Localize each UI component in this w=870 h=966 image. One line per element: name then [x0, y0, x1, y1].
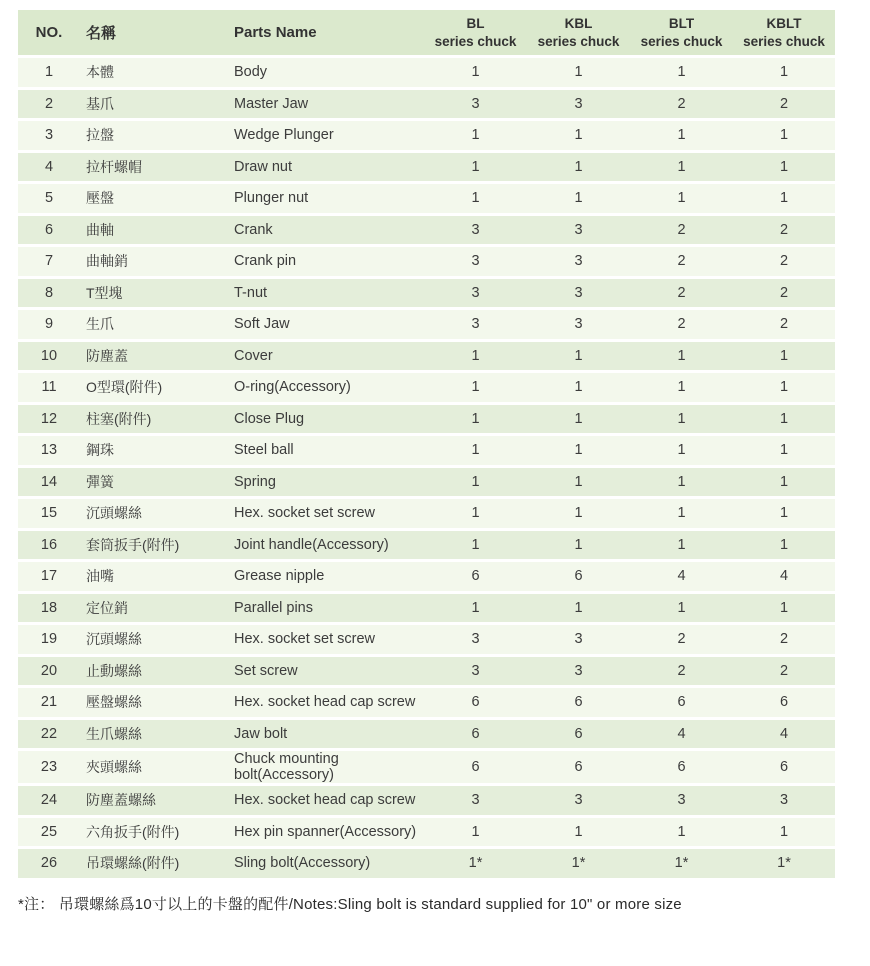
- cell-no: 4: [18, 153, 80, 185]
- cell-qty-kbl: 1: [527, 594, 630, 626]
- cell-name-cjk: T型塊: [80, 279, 230, 311]
- cell-qty-kblt: 2: [733, 279, 835, 311]
- cell-qty-kbl: 3: [527, 310, 630, 342]
- col-header-blt-series: [630, 10, 733, 58]
- cell-no: 13: [18, 436, 80, 468]
- cell-parts-name: Plunger nut: [230, 184, 424, 216]
- cell-qty-kblt: 2: [733, 657, 835, 689]
- cell-parts-name: Hex pin spanner(Accessory): [230, 818, 424, 850]
- cell-no: 10: [18, 342, 80, 374]
- cell-qty-bl: 1*: [424, 849, 527, 881]
- cell-qty-kblt: 1: [733, 153, 835, 185]
- cell-qty-kbl: 3: [527, 216, 630, 248]
- cell-qty-kblt: 4: [733, 562, 835, 594]
- table-row: [18, 562, 835, 594]
- table-row: [18, 499, 835, 531]
- cell-qty-kblt: 1: [733, 594, 835, 626]
- cell-qty-kbl: 6: [527, 751, 630, 786]
- cell-qty-kblt: 1: [733, 499, 835, 531]
- cell-qty-kblt: 6: [733, 688, 835, 720]
- cell-parts-name: Hex. socket set screw: [230, 499, 424, 531]
- cell-qty-blt: 1: [630, 436, 733, 468]
- cell-parts-name: Draw nut: [230, 153, 424, 185]
- cell-qty-kbl: 1*: [527, 849, 630, 881]
- cell-name-cjk: 沉頭螺絲: [80, 625, 230, 657]
- cell-qty-kbl: 1: [527, 342, 630, 374]
- cell-no: 14: [18, 468, 80, 500]
- cell-no: 16: [18, 531, 80, 563]
- cell-qty-kbl: 3: [527, 90, 630, 122]
- cell-no: 9: [18, 310, 80, 342]
- cell-qty-kbl: 6: [527, 562, 630, 594]
- cell-name-cjk: 定位銷: [80, 594, 230, 626]
- series-label-blt: series chuck: [640, 33, 723, 49]
- cell-parts-name: Wedge Plunger: [230, 121, 424, 153]
- cell-qty-blt: 1: [630, 153, 733, 185]
- cell-no: 11: [18, 373, 80, 405]
- cell-qty-bl: 1: [424, 153, 527, 185]
- cell-name-cjk: 曲軸銷: [80, 247, 230, 279]
- cell-name-cjk: 六角扳手(附件): [80, 818, 230, 850]
- cell-qty-blt: 1: [630, 405, 733, 437]
- cell-qty-blt: 1: [630, 594, 733, 626]
- cell-qty-kbl: 3: [527, 786, 630, 818]
- series-code-blt: BLT: [668, 15, 695, 31]
- cell-name-cjk: 本體: [80, 58, 230, 90]
- cell-qty-bl: 1: [424, 342, 527, 374]
- cell-parts-name: Hex. socket set screw: [230, 625, 424, 657]
- cell-name-cjk: 壓盤: [80, 184, 230, 216]
- col-header-parts-name: Parts Name: [230, 10, 424, 58]
- cell-parts-name: Hex. socket head cap screw: [230, 688, 424, 720]
- cell-qty-blt: 1: [630, 58, 733, 90]
- cell-qty-kblt: 1: [733, 121, 835, 153]
- cell-qty-kblt: 1: [733, 531, 835, 563]
- table-row: [18, 751, 835, 786]
- series-label-kbl: series chuck: [537, 33, 620, 49]
- cell-no: 24: [18, 786, 80, 818]
- cell-qty-bl: 6: [424, 751, 527, 786]
- cell-name-cjk: 生爪: [80, 310, 230, 342]
- cell-qty-kblt: 1: [733, 818, 835, 850]
- table-row: [18, 688, 835, 720]
- cell-name-cjk: 壓盤螺絲: [80, 688, 230, 720]
- cell-no: 18: [18, 594, 80, 626]
- cell-name-cjk: 鋼珠: [80, 436, 230, 468]
- cell-qty-bl: 1: [424, 468, 527, 500]
- cell-qty-blt: 2: [630, 247, 733, 279]
- cell-qty-blt: 1*: [630, 849, 733, 881]
- cell-no: 17: [18, 562, 80, 594]
- cell-qty-kbl: 3: [527, 625, 630, 657]
- cell-qty-blt: 2: [630, 310, 733, 342]
- cell-qty-kbl: 1: [527, 436, 630, 468]
- series-code-kblt: KBLT: [766, 15, 802, 31]
- table-row: [18, 657, 835, 689]
- cell-qty-kblt: 1: [733, 342, 835, 374]
- cell-parts-name: Body: [230, 58, 424, 90]
- series-code-bl: BL: [466, 15, 485, 31]
- cell-qty-bl: 3: [424, 786, 527, 818]
- cell-qty-blt: 2: [630, 625, 733, 657]
- cell-qty-kblt: 2: [733, 247, 835, 279]
- cell-name-cjk: 套筒扳手(附件): [80, 531, 230, 563]
- cell-qty-kblt: 1: [733, 58, 835, 90]
- col-header-no: NO.: [18, 10, 80, 58]
- footnote: *注： 吊環螺絲爲10寸以上的卡盤的配件/Notes:Sling bolt is standard supplied for 10" or more size: [18, 895, 682, 913]
- cell-qty-blt: 2: [630, 90, 733, 122]
- cell-parts-name: Joint handle(Accessory): [230, 531, 424, 563]
- cell-name-cjk: O型環(附件): [80, 373, 230, 405]
- cell-qty-bl: 1: [424, 373, 527, 405]
- cell-qty-kbl: 3: [527, 247, 630, 279]
- cell-no: 19: [18, 625, 80, 657]
- table-row: [18, 436, 835, 468]
- cell-parts-name: Chuck mounting bolt(Accessory): [230, 751, 424, 786]
- cell-parts-name: Cover: [230, 342, 424, 374]
- cell-qty-kblt: 1: [733, 468, 835, 500]
- cell-qty-kbl: 6: [527, 688, 630, 720]
- cell-name-cjk: 防塵蓋: [80, 342, 230, 374]
- table-row: [18, 720, 835, 752]
- cell-parts-name: Steel ball: [230, 436, 424, 468]
- cell-qty-kbl: 3: [527, 279, 630, 311]
- cell-no: 1: [18, 58, 80, 90]
- cell-name-cjk: 柱塞(附件): [80, 405, 230, 437]
- cell-qty-kbl: 1: [527, 184, 630, 216]
- cell-qty-kbl: 1: [527, 58, 630, 90]
- cell-qty-bl: 6: [424, 562, 527, 594]
- col-header-kblt-series: [733, 10, 835, 58]
- cell-name-cjk: 曲軸: [80, 216, 230, 248]
- cell-qty-blt: 6: [630, 751, 733, 786]
- cell-no: 25: [18, 818, 80, 850]
- series-code-kbl: KBL: [564, 15, 593, 31]
- cell-no: 8: [18, 279, 80, 311]
- cell-qty-blt: 1: [630, 499, 733, 531]
- table-row: [18, 786, 835, 818]
- cell-name-cjk: 止動螺絲: [80, 657, 230, 689]
- cell-qty-blt: 2: [630, 657, 733, 689]
- cell-qty-kblt: 2: [733, 310, 835, 342]
- series-label-kblt: series chuck: [743, 33, 825, 49]
- cell-parts-name: Soft Jaw: [230, 310, 424, 342]
- cell-name-cjk: 生爪螺絲: [80, 720, 230, 752]
- cell-parts-name: Crank pin: [230, 247, 424, 279]
- cell-name-cjk: 油嘴: [80, 562, 230, 594]
- cell-qty-bl: 1: [424, 499, 527, 531]
- cell-qty-bl: 3: [424, 90, 527, 122]
- cell-qty-kbl: 1: [527, 818, 630, 850]
- cell-qty-kblt: 1: [733, 373, 835, 405]
- cell-no: 20: [18, 657, 80, 689]
- cell-qty-kblt: 4: [733, 720, 835, 752]
- table-row: [18, 594, 835, 626]
- cell-no: 12: [18, 405, 80, 437]
- cell-qty-blt: 4: [630, 720, 733, 752]
- cell-qty-blt: 1: [630, 184, 733, 216]
- cell-name-cjk: 拉杆螺帽: [80, 153, 230, 185]
- table-row: [18, 818, 835, 850]
- cell-qty-bl: 3: [424, 657, 527, 689]
- cell-qty-bl: 1: [424, 436, 527, 468]
- cell-qty-kblt: 1: [733, 184, 835, 216]
- cell-name-cjk: 拉盤: [80, 121, 230, 153]
- cell-qty-blt: 1: [630, 531, 733, 563]
- cell-parts-name: Jaw bolt: [230, 720, 424, 752]
- cell-qty-bl: 3: [424, 216, 527, 248]
- cell-qty-kblt: 1: [733, 405, 835, 437]
- cell-qty-kblt: 1: [733, 436, 835, 468]
- cell-qty-bl: 6: [424, 720, 527, 752]
- cell-qty-bl: 1: [424, 531, 527, 563]
- cell-qty-kblt: 2: [733, 90, 835, 122]
- cell-parts-name: Parallel pins: [230, 594, 424, 626]
- cell-qty-bl: 3: [424, 310, 527, 342]
- cell-parts-name: Grease nipple: [230, 562, 424, 594]
- cell-parts-name: Close Plug: [230, 405, 424, 437]
- cell-no: 15: [18, 499, 80, 531]
- table-row: [18, 625, 835, 657]
- cell-qty-kblt: 3: [733, 786, 835, 818]
- table-row: [18, 58, 835, 90]
- cell-qty-blt: 2: [630, 279, 733, 311]
- table-row: [18, 216, 835, 248]
- cell-qty-blt: 3: [630, 786, 733, 818]
- col-header-bl-series: [424, 10, 527, 58]
- table-row: [18, 279, 835, 311]
- cell-qty-blt: 6: [630, 688, 733, 720]
- cell-qty-kbl: 1: [527, 405, 630, 437]
- cell-no: 23: [18, 751, 80, 786]
- cell-qty-blt: 1: [630, 342, 733, 374]
- cell-parts-name: Hex. socket head cap screw: [230, 786, 424, 818]
- cell-qty-kbl: 1: [527, 121, 630, 153]
- col-header-name-cjk: 名稱: [80, 10, 230, 58]
- cell-no: 22: [18, 720, 80, 752]
- cell-qty-kbl: 1: [527, 373, 630, 405]
- cell-qty-bl: 1: [424, 184, 527, 216]
- cell-parts-name: Set screw: [230, 657, 424, 689]
- cell-qty-kbl: 6: [527, 720, 630, 752]
- cell-qty-kbl: 1: [527, 468, 630, 500]
- cell-qty-blt: 1: [630, 121, 733, 153]
- cell-name-cjk: 沉頭螺絲: [80, 499, 230, 531]
- table-row: [18, 121, 835, 153]
- table-row: [18, 405, 835, 437]
- cell-parts-name: Sling bolt(Accessory): [230, 849, 424, 881]
- table-row: [18, 90, 835, 122]
- cell-no: 7: [18, 247, 80, 279]
- cell-qty-bl: 1: [424, 121, 527, 153]
- cell-qty-blt: 2: [630, 216, 733, 248]
- cell-qty-bl: 1: [424, 58, 527, 90]
- cell-qty-blt: 1: [630, 818, 733, 850]
- col-header-kbl-series: [527, 10, 630, 58]
- table-row: [18, 310, 835, 342]
- cell-qty-bl: 6: [424, 688, 527, 720]
- cell-no: 5: [18, 184, 80, 216]
- table-row: [18, 184, 835, 216]
- cell-no: 6: [18, 216, 80, 248]
- cell-qty-bl: 3: [424, 279, 527, 311]
- cell-qty-blt: 1: [630, 468, 733, 500]
- header-row: [18, 10, 835, 58]
- cell-qty-blt: 1: [630, 373, 733, 405]
- cell-qty-bl: 1: [424, 818, 527, 850]
- cell-qty-bl: 1: [424, 405, 527, 437]
- table-row: [18, 247, 835, 279]
- table-row: [18, 531, 835, 563]
- cell-name-cjk: 吊環螺絲(附件): [80, 849, 230, 881]
- cell-qty-bl: 1: [424, 594, 527, 626]
- cell-qty-bl: 3: [424, 247, 527, 279]
- table-row: [18, 849, 835, 881]
- cell-parts-name: Crank: [230, 216, 424, 248]
- cell-no: 2: [18, 90, 80, 122]
- table-row: [18, 373, 835, 405]
- cell-name-cjk: 夾頭螺絲: [80, 751, 230, 786]
- parts-list-page: [18, 10, 835, 914]
- cell-no: 3: [18, 121, 80, 153]
- cell-qty-kblt: 2: [733, 625, 835, 657]
- cell-qty-kbl: 1: [527, 153, 630, 185]
- cell-no: 26: [18, 849, 80, 881]
- cell-name-cjk: 防塵蓋螺絲: [80, 786, 230, 818]
- cell-name-cjk: 彈簧: [80, 468, 230, 500]
- cell-qty-bl: 3: [424, 625, 527, 657]
- cell-qty-blt: 4: [630, 562, 733, 594]
- cell-qty-kbl: 1: [527, 531, 630, 563]
- cell-qty-kbl: 1: [527, 499, 630, 531]
- cell-parts-name: T-nut: [230, 279, 424, 311]
- cell-qty-kblt: 2: [733, 216, 835, 248]
- cell-parts-name: O-ring(Accessory): [230, 373, 424, 405]
- cell-parts-name: Master Jaw: [230, 90, 424, 122]
- parts-table: [18, 10, 835, 881]
- table-row: [18, 342, 835, 374]
- cell-qty-kblt: 6: [733, 751, 835, 786]
- series-label-bl: series chuck: [434, 33, 517, 49]
- cell-qty-kbl: 3: [527, 657, 630, 689]
- cell-no: 21: [18, 688, 80, 720]
- cell-qty-kblt: 1*: [733, 849, 835, 881]
- cell-parts-name: Spring: [230, 468, 424, 500]
- cell-name-cjk: 基爪: [80, 90, 230, 122]
- table-row: [18, 153, 835, 185]
- table-row: [18, 468, 835, 500]
